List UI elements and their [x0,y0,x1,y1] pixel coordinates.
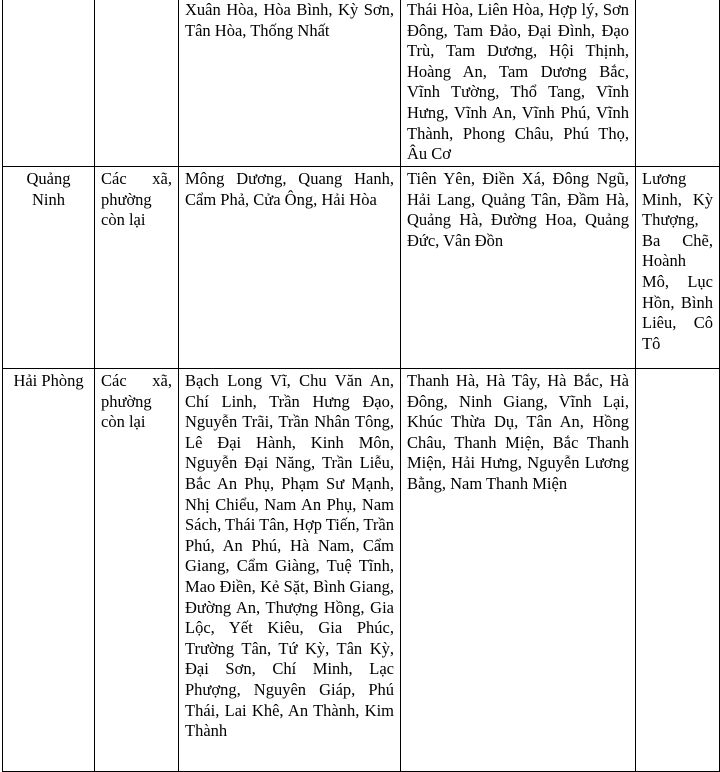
group-1-cell: Bạch Long Vĩ, Chu Văn An, Chí Linh, Trần Hưng Đạo, Nguyễn Trãi, Trần Nhân Tông, Lê Đại Hành, Kinh Môn, Nguyễn Đại Năng, Trần Liễu, Bắc An Phụ, Phạm Sư Mạnh, Nhị Chiểu, Nam An Phụ, Nam Sách, Thái Tân, Hợp Tiến, Trần Phú, An Phú, Hà Nam, Cẩm Giang, Cẩm Giàng, Tuệ Tĩnh, Mao Điền, Kẻ Sặt, Bình Giang, Đường An, Thượng Hồng, Gia Lộc, Yết Kiêu, Gia Phúc, Trường Tân, Tứ Kỳ, Tân Kỳ, Đại Sơn, Chí Minh, Lạc Phượng, Nguyên Giáp, Phú Thái, Lai Khê, An Thành, Kim Thành [179,369,401,772]
group-1-cell: Xuân Hòa, Hòa Bình, Kỳ Sơn, Tân Hòa, Thống Nhất [179,0,401,167]
unit-type-cell: Các xã, phường còn lại [95,369,179,772]
table-row-continued [3,0,720,167]
province-cell: Quảng Ninh [3,167,95,369]
table-row-hai-phong [3,369,720,772]
group-3-cell [636,369,720,772]
province-cell [3,0,95,167]
group-3-cell: Lương Minh, Kỳ Thượng, Ba Chẽ, Hoành Mô, Lục Hồn, Bình Liêu, Cô Tô [636,167,720,369]
group-1-cell: Mông Dương, Quang Hanh, Cẩm Phả, Cửa Ông, Hải Hòa [179,167,401,369]
region-table [2,0,720,772]
province-cell: Hải Phòng [3,369,95,772]
group-2-cell: Tiên Yên, Điền Xá, Đông Ngũ, Hải Lang, Quảng Tân, Đầm Hà, Quảng Hà, Đường Hoa, Quảng Đức, Vân Đồn [401,167,636,369]
group-2-cell: Thanh Hà, Hà Tây, Hà Bắc, Hà Đông, Ninh Giang, Vĩnh Lại, Khúc Thừa Dụ, Tân An, Hồng Châu, Thanh Miện, Bắc Thanh Miện, Hải Hưng, Nguyễn Lương Bằng, Nam Thanh Miện [401,369,636,772]
unit-type-cell: Các xã, phường còn lại [95,167,179,369]
group-3-cell [636,0,720,167]
table-row-quang-ninh [3,167,720,369]
group-2-cell: Thái Hòa, Liên Hòa, Hợp lý, Sơn Đông, Tam Đảo, Đại Đình, Đạo Trù, Tam Dương, Hội Thịnh, Hoàng An, Tam Dương Bắc, Vĩnh Tường, Thổ Tang, Vĩnh Hưng, Vĩnh An, Vĩnh Phú, Vĩnh Thành, Phong Châu, Phú Thọ, Âu Cơ [401,0,636,167]
unit-type-cell [95,0,179,167]
